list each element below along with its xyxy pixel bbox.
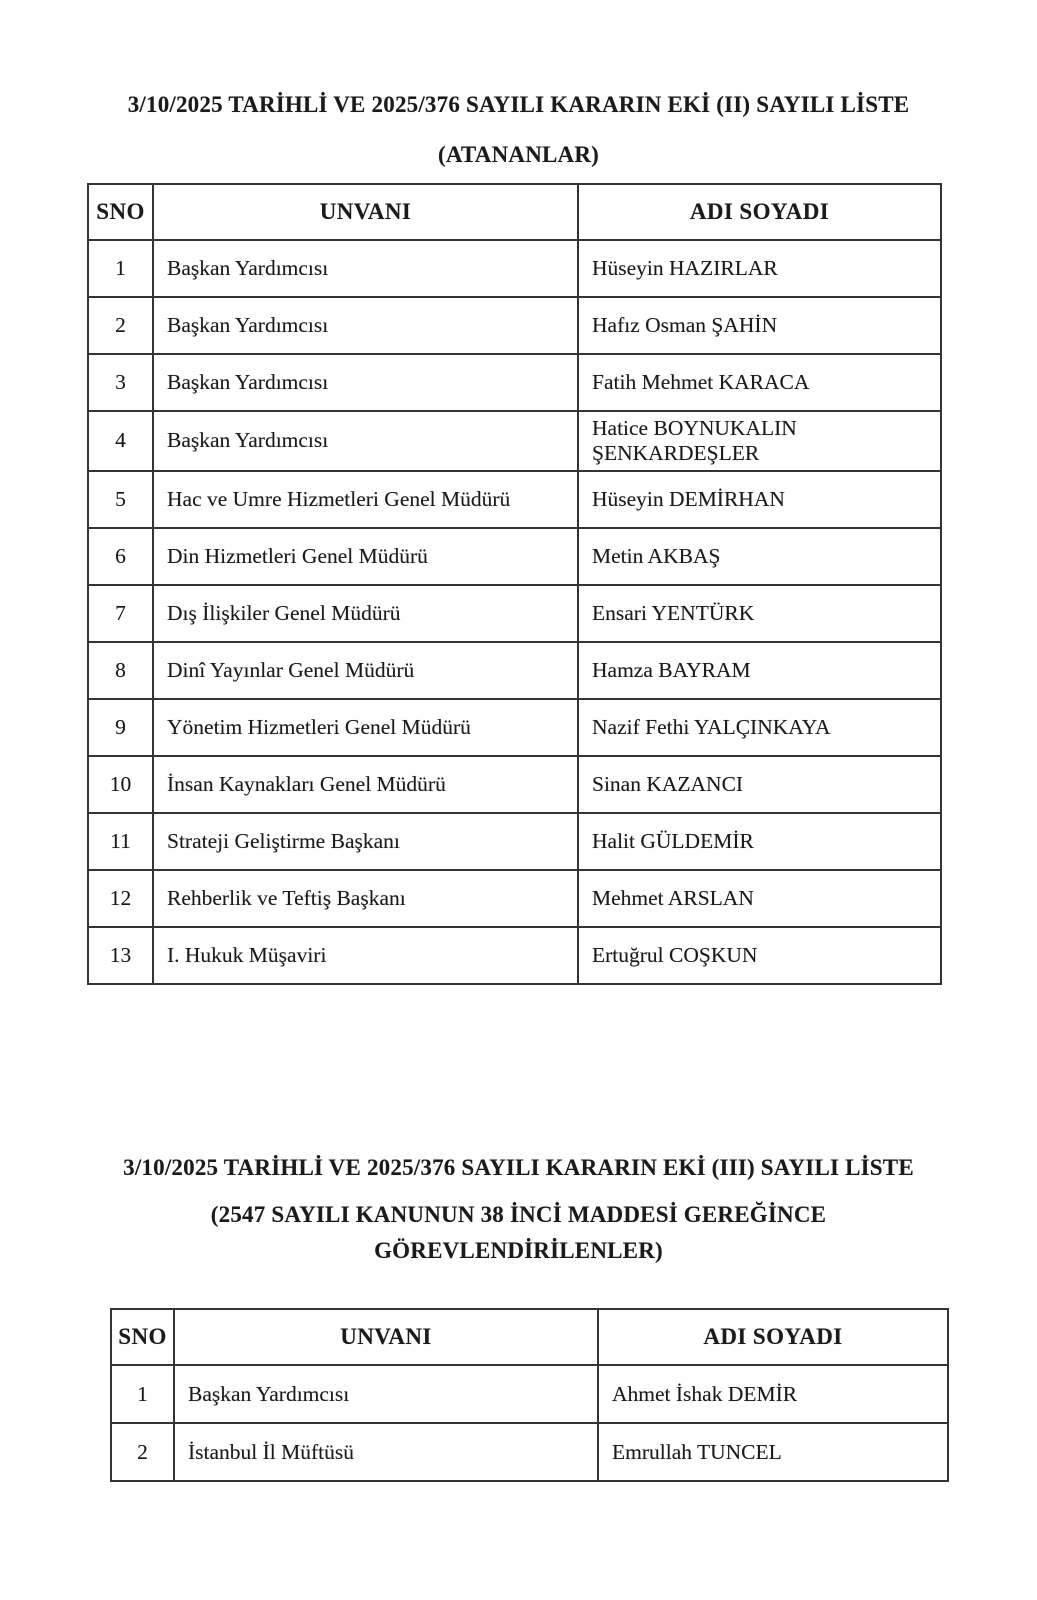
table-row xyxy=(88,813,941,870)
name-cell: Nazif Fethi YALÇINKAYA xyxy=(578,699,941,756)
list-iii-table xyxy=(110,1308,949,1482)
table-header-row xyxy=(88,184,941,240)
row-number-cell: 1 xyxy=(111,1365,174,1423)
row-number-cell: 10 xyxy=(88,756,153,813)
table-row xyxy=(88,297,941,354)
name-cell: Sinan KAZANCI xyxy=(578,756,941,813)
table-row xyxy=(88,471,941,528)
name-cell: Hatice BOYNUKALIN ŞENKARDEŞLER xyxy=(578,411,941,471)
title-cell: Din Hizmetleri Genel Müdürü xyxy=(153,528,578,585)
name-cell: Hüseyin HAZIRLAR xyxy=(578,240,941,297)
title-cell: Başkan Yardımcısı xyxy=(153,240,578,297)
table-row xyxy=(111,1423,948,1481)
list-ii-table xyxy=(87,183,942,985)
list-ii-table-body xyxy=(88,240,941,984)
name-cell: Ensari YENTÜRK xyxy=(578,585,941,642)
column-header-adi-soyadi: ADI SOYADI xyxy=(578,184,941,240)
column-header-unvani: UNVANI xyxy=(153,184,578,240)
list-ii-title: 3/10/2025 TARİHLİ VE 2025/376 SAYILI KARARIN EKİ (II) SAYILI LİSTE xyxy=(127,92,910,117)
name-cell: Ahmet İshak DEMİR xyxy=(598,1365,948,1423)
table-row xyxy=(88,642,941,699)
list-ii-subtitle: (ATANANLAR) xyxy=(437,142,600,167)
title-cell: I. Hukuk Müşaviri xyxy=(153,927,578,984)
title-cell: Hac ve Umre Hizmetleri Genel Müdürü xyxy=(153,471,578,528)
title-cell: Başkan Yardımcısı xyxy=(174,1365,598,1423)
name-cell: Hamza BAYRAM xyxy=(578,642,941,699)
table-row xyxy=(111,1365,948,1423)
list-iii-table-head xyxy=(111,1309,948,1365)
table-row xyxy=(88,756,941,813)
list-iii-subtitle-line2: GÖREVLENDİRİLENLER) xyxy=(374,1238,663,1263)
name-cell: Fatih Mehmet KARACA xyxy=(578,354,941,411)
column-header-sno: SNO xyxy=(111,1309,174,1365)
title-cell: Dinî Yayınlar Genel Müdürü xyxy=(153,642,578,699)
list-iii-title: 3/10/2025 TARİHLİ VE 2025/376 SAYILI KARARIN EKİ (III) SAYILI LİSTE xyxy=(123,1155,914,1180)
row-number-cell: 5 xyxy=(88,471,153,528)
title-cell: Başkan Yardımcısı xyxy=(153,411,578,471)
list-iii-table-body xyxy=(111,1365,948,1481)
row-number-cell: 2 xyxy=(111,1423,174,1481)
name-cell: Mehmet ARSLAN xyxy=(578,870,941,927)
name-cell: Ertuğrul COŞKUN xyxy=(578,927,941,984)
row-number-cell: 4 xyxy=(88,411,153,471)
table-row xyxy=(88,528,941,585)
title-cell: Dış İlişkiler Genel Müdürü xyxy=(153,585,578,642)
title-cell: Başkan Yardımcısı xyxy=(153,354,578,411)
title-cell: İnsan Kaynakları Genel Müdürü xyxy=(153,756,578,813)
title-cell: İstanbul İl Müftüsü xyxy=(174,1423,598,1481)
table-header-row xyxy=(111,1309,948,1365)
row-number-cell: 2 xyxy=(88,297,153,354)
name-cell: Metin AKBAŞ xyxy=(578,528,941,585)
title-cell: Rehberlik ve Teftiş Başkanı xyxy=(153,870,578,927)
title-cell: Strateji Geliştirme Başkanı xyxy=(153,813,578,870)
row-number-cell: 8 xyxy=(88,642,153,699)
name-cell: Emrullah TUNCEL xyxy=(598,1423,948,1481)
column-header-unvani: UNVANI xyxy=(174,1309,598,1365)
row-number-cell: 6 xyxy=(88,528,153,585)
column-header-adi-soyadi: ADI SOYADI xyxy=(598,1309,948,1365)
table-row xyxy=(88,870,941,927)
row-number-cell: 3 xyxy=(88,354,153,411)
name-cell: Hafız Osman ŞAHİN xyxy=(578,297,941,354)
table-row xyxy=(88,699,941,756)
name-cell: Hüseyin DEMİRHAN xyxy=(578,471,941,528)
table-row xyxy=(88,354,941,411)
title-cell: Yönetim Hizmetleri Genel Müdürü xyxy=(153,699,578,756)
row-number-cell: 12 xyxy=(88,870,153,927)
row-number-cell: 11 xyxy=(88,813,153,870)
title-cell: Başkan Yardımcısı xyxy=(153,297,578,354)
table-row xyxy=(88,240,941,297)
table-row xyxy=(88,411,941,471)
list-iii-subtitle-line1: (2547 SAYILI KANUNUN 38 İNCİ MADDESİ GEREĞİNCE xyxy=(210,1202,827,1227)
list-ii-table-head xyxy=(88,184,941,240)
row-number-cell: 1 xyxy=(88,240,153,297)
row-number-cell: 13 xyxy=(88,927,153,984)
table-row xyxy=(88,585,941,642)
column-header-sno: SNO xyxy=(88,184,153,240)
row-number-cell: 7 xyxy=(88,585,153,642)
name-cell: Halit GÜLDEMİR xyxy=(578,813,941,870)
row-number-cell: 9 xyxy=(88,699,153,756)
table-row xyxy=(88,927,941,984)
